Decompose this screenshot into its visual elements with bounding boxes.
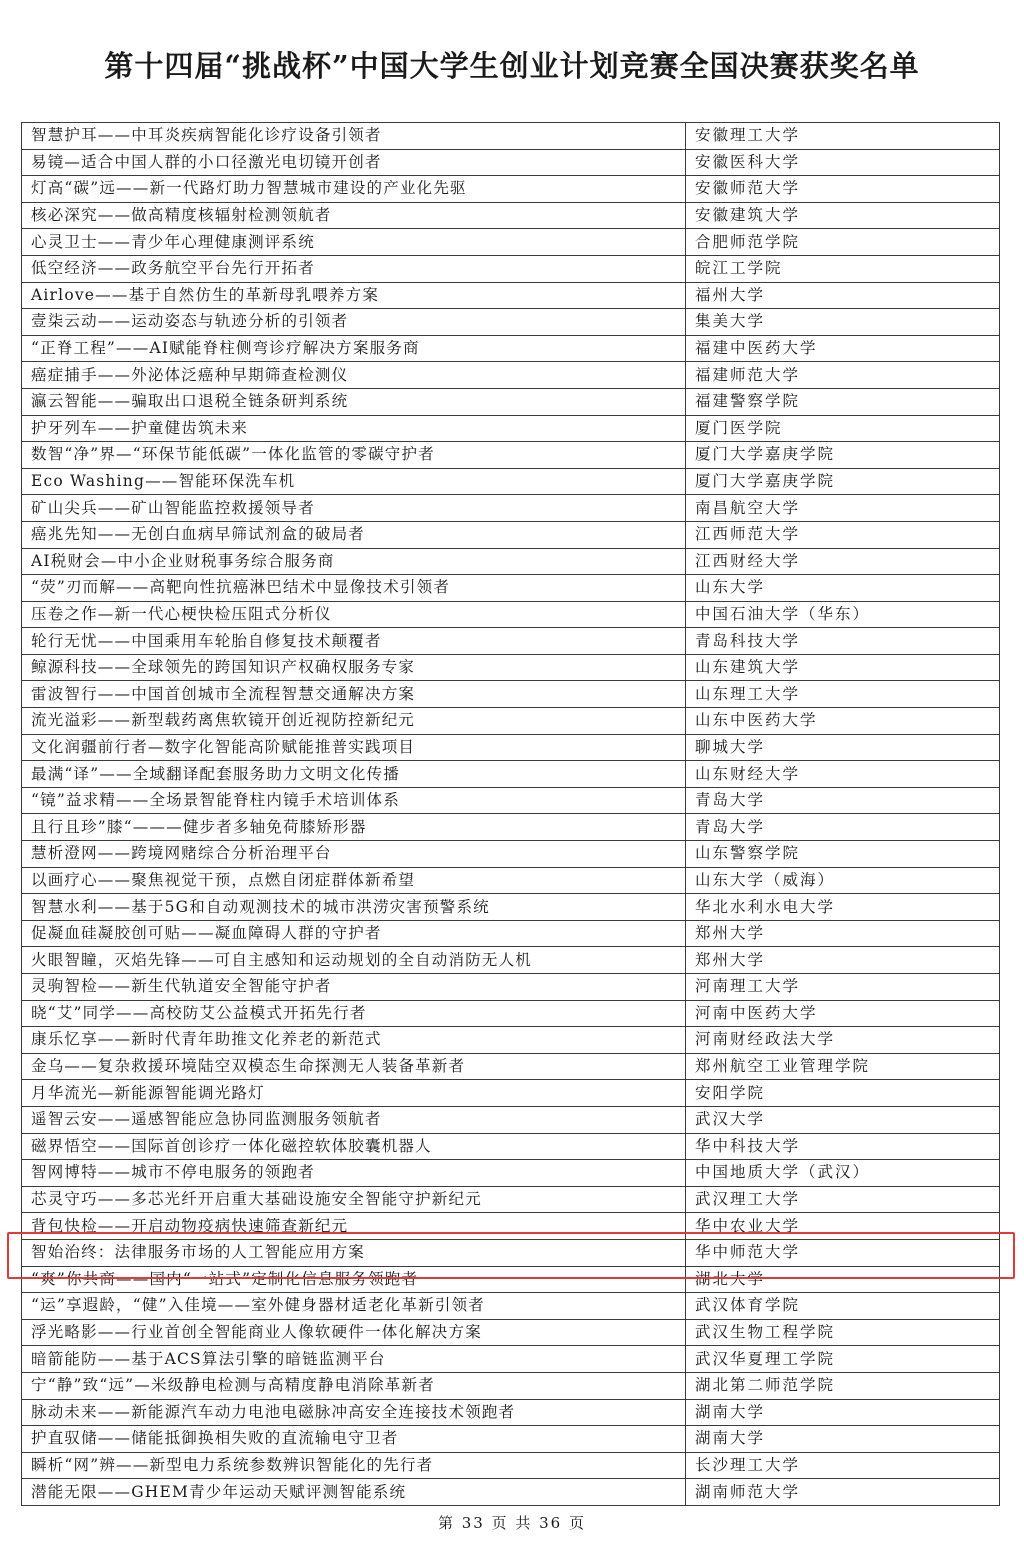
school-name-cell: 青岛科技大学 (686, 628, 1000, 655)
project-name-cell: “镜”益求精——全场景智能脊柱内镜手术培训体系 (22, 787, 686, 814)
table-row (22, 123, 1000, 150)
table-row (22, 1080, 1000, 1107)
project-name-cell: 核必深究——做高精度核辐射检测领航者 (22, 202, 686, 229)
project-name-cell: 低空经济——政务航空平台先行开拓者 (22, 255, 686, 282)
table-row (22, 814, 1000, 841)
school-name-cell: 山东大学（威海） (686, 867, 1000, 894)
table-row (22, 1239, 1000, 1266)
school-name-cell: 华中师范大学 (686, 1239, 1000, 1266)
project-name-cell: 智网博特——城市不停电服务的领跑者 (22, 1160, 686, 1187)
school-name-cell: 湖南大学 (686, 1399, 1000, 1426)
project-name-cell: 护牙列车——护童健齿筑未来 (22, 415, 686, 442)
school-name-cell: 长沙理工大学 (686, 1452, 1000, 1479)
table-row (22, 601, 1000, 628)
table-row (22, 974, 1000, 1001)
table-row (22, 255, 1000, 282)
project-name-cell: 火眼智瞳，灭焰先锋——可自主感知和运动规划的全自动消防无人机 (22, 947, 686, 974)
table-row (22, 282, 1000, 309)
table-row (22, 1106, 1000, 1133)
table-row (22, 362, 1000, 389)
project-name-cell: 数智“净”界—“环保节能低碳”一体化监管的零碳守护者 (22, 442, 686, 469)
project-name-cell: 雷波智行——中国首创城市全流程智慧交通解决方案 (22, 681, 686, 708)
school-name-cell: 湖南大学 (686, 1426, 1000, 1453)
project-name-cell: 矿山尖兵——矿山智能监控救援领导者 (22, 495, 686, 522)
project-name-cell: 芯灵守巧——多芯光纤开启重大基础设施安全智能守护新纪元 (22, 1186, 686, 1213)
table-row (22, 1452, 1000, 1479)
table-row (22, 1293, 1000, 1320)
school-name-cell: 中国石油大学（华东） (686, 601, 1000, 628)
table-row (22, 335, 1000, 362)
table-row (22, 229, 1000, 256)
project-name-cell: 心灵卫士——青少年心理健康测评系统 (22, 229, 686, 256)
school-name-cell: 厦门医学院 (686, 415, 1000, 442)
table-row (22, 894, 1000, 921)
table-row (22, 521, 1000, 548)
project-name-cell: 促凝血硅凝胶创可贴——凝血障碍人群的守护者 (22, 920, 686, 947)
table-row (22, 1319, 1000, 1346)
table-row (22, 681, 1000, 708)
table-row (22, 309, 1000, 336)
table-row (22, 1000, 1000, 1027)
project-name-cell: Eco Washing——智能环保洗车机 (22, 468, 686, 495)
table-row (22, 734, 1000, 761)
school-name-cell: 山东理工大学 (686, 681, 1000, 708)
school-name-cell: 河南财经政法大学 (686, 1027, 1000, 1054)
award-table-body (22, 123, 1000, 1506)
table-row (22, 1372, 1000, 1399)
school-name-cell: 山东中医药大学 (686, 708, 1000, 735)
table-row (22, 1186, 1000, 1213)
table-row (22, 1426, 1000, 1453)
table-row (22, 548, 1000, 575)
school-name-cell: 武汉生物工程学院 (686, 1319, 1000, 1346)
school-name-cell: 合肥师范学院 (686, 229, 1000, 256)
table-row (22, 1027, 1000, 1054)
school-name-cell: 华中农业大学 (686, 1213, 1000, 1240)
table-row (22, 761, 1000, 788)
project-name-cell: 潜能无限——GHEM青少年运动天赋评测智能系统 (22, 1479, 686, 1506)
project-name-cell: 压卷之作—新一代心梗快检压阻式分析仪 (22, 601, 686, 628)
school-name-cell: 南昌航空大学 (686, 495, 1000, 522)
project-name-cell: 易镜—适合中国人群的小口径激光电切镜开创者 (22, 149, 686, 176)
school-name-cell: 河南中医药大学 (686, 1000, 1000, 1027)
school-name-cell: 安徽建筑大学 (686, 202, 1000, 229)
table-row (22, 841, 1000, 868)
school-name-cell: 青岛大学 (686, 787, 1000, 814)
school-name-cell: 华中科技大学 (686, 1133, 1000, 1160)
table-row (22, 1160, 1000, 1187)
school-name-cell: 武汉大学 (686, 1106, 1000, 1133)
table-row (22, 708, 1000, 735)
school-name-cell: 聊城大学 (686, 734, 1000, 761)
page-title: 第十四届“挑战杯”中国大学生创业计划竞赛全国决赛获奖名单 (104, 49, 920, 83)
table-row (22, 1399, 1000, 1426)
project-name-cell: 灯高“碳”远——新一代路灯助力智慧城市建设的产业化先驱 (22, 176, 686, 203)
project-name-cell: 最满“译”——全域翻译配套服务助力文明文化传播 (22, 761, 686, 788)
table-row (22, 920, 1000, 947)
project-name-cell: 护直驭储——储能抵御换相失败的直流输电守卫者 (22, 1426, 686, 1453)
project-name-cell: 暗箭能防——基于ACS算法引擎的暗链监测平台 (22, 1346, 686, 1373)
project-name-cell: 流光溢彩——新型载药离焦软镜开创近视防控新纪元 (22, 708, 686, 735)
school-name-cell: 武汉体育学院 (686, 1293, 1000, 1320)
project-name-cell: “运”享遐龄，“健”入佳境——室外健身器材适老化革新引领者 (22, 1293, 686, 1320)
school-name-cell: 山东财经大学 (686, 761, 1000, 788)
school-name-cell: 山东警察学院 (686, 841, 1000, 868)
project-name-cell: 鲸源科技——全球领先的跨国知识产权确权服务专家 (22, 654, 686, 681)
project-name-cell: “爽”你共商——国内“一站式”定制化信息服务领跑者 (22, 1266, 686, 1293)
school-name-cell: 福建警察学院 (686, 388, 1000, 415)
school-name-cell: 山东建筑大学 (686, 654, 1000, 681)
project-name-cell: 瞬析“网”辨——新型电力系统参数辨识智能化的先行者 (22, 1452, 686, 1479)
table-row (22, 1479, 1000, 1506)
school-name-cell: 中国地质大学（武汉） (686, 1160, 1000, 1187)
table-row (22, 468, 1000, 495)
school-name-cell: 福州大学 (686, 282, 1000, 309)
project-name-cell: 月华流光—新能源智能调光路灯 (22, 1080, 686, 1107)
school-name-cell: 武汉理工大学 (686, 1186, 1000, 1213)
table-row (22, 495, 1000, 522)
school-name-cell: 福建中医药大学 (686, 335, 1000, 362)
project-name-cell: 轮行无忧——中国乘用车轮胎自修复技术颠覆者 (22, 628, 686, 655)
project-name-cell: 灵驹智检——新生代轨道安全智能守护者 (22, 974, 686, 1001)
school-name-cell: 江西师范大学 (686, 521, 1000, 548)
project-name-cell: 癌症捕手——外泌体泛癌种早期筛查检测仪 (22, 362, 686, 389)
school-name-cell: 华北水利水电大学 (686, 894, 1000, 921)
table-row (22, 1053, 1000, 1080)
table-row (22, 388, 1000, 415)
table-row (22, 149, 1000, 176)
project-name-cell: 遥智云安——遥感智能应急协同监测服务领航者 (22, 1106, 686, 1133)
table-row (22, 947, 1000, 974)
project-name-cell: “正脊工程”——AI赋能脊柱侧弯诊疗解决方案服务商 (22, 335, 686, 362)
project-name-cell: 晓“艾”同学——高校防艾公益模式开拓先行者 (22, 1000, 686, 1027)
project-name-cell: 且行且珍”膝“———健步者多轴免荷膝矫形器 (22, 814, 686, 841)
school-name-cell: 江西财经大学 (686, 548, 1000, 575)
table-row (22, 176, 1000, 203)
project-name-cell: 智慧护耳——中耳炎疾病智能化诊疗设备引领者 (22, 123, 686, 150)
project-name-cell: 磁界悟空——国际首创诊疗一体化磁控软体胶囊机器人 (22, 1133, 686, 1160)
school-name-cell: 安徽医科大学 (686, 149, 1000, 176)
school-name-cell: 安徽师范大学 (686, 176, 1000, 203)
project-name-cell: 康乐忆享——新时代青年助推文化养老的新范式 (22, 1027, 686, 1054)
school-name-cell: 集美大学 (686, 309, 1000, 336)
school-name-cell: 山东大学 (686, 575, 1000, 602)
project-name-cell: AI税财会—中小企业财税事务综合服务商 (22, 548, 686, 575)
project-name-cell: 智始治终：法律服务市场的人工智能应用方案 (22, 1239, 686, 1266)
school-name-cell: 武汉华夏理工学院 (686, 1346, 1000, 1373)
table-row (22, 442, 1000, 469)
project-name-cell: 浮光略影——行业首创全智能商业人像软硬件一体化解决方案 (22, 1319, 686, 1346)
table-row (22, 1213, 1000, 1240)
project-name-cell: 癌兆先知——无创白血病早筛试剂盒的破局者 (22, 521, 686, 548)
school-name-cell: 郑州大学 (686, 920, 1000, 947)
table-row (22, 1346, 1000, 1373)
table-row (22, 628, 1000, 655)
school-name-cell: 厦门大学嘉庚学院 (686, 468, 1000, 495)
award-table (21, 122, 1000, 1506)
project-name-cell: 文化润疆前行者—数字化智能高阶赋能推普实践项目 (22, 734, 686, 761)
school-name-cell: 厦门大学嘉庚学院 (686, 442, 1000, 469)
project-name-cell: “荧”刃而解——高靶向性抗癌淋巴结术中显像技术引领者 (22, 575, 686, 602)
project-name-cell: 壹柒云动——运动姿态与轨迹分析的引领者 (22, 309, 686, 336)
page-footer: 第 33 页 共 36 页 (437, 1514, 586, 1532)
table-row (22, 575, 1000, 602)
project-name-cell: 智慧水利——基于5G和自动观测技术的城市洪涝灾害预警系统 (22, 894, 686, 921)
table-row (22, 867, 1000, 894)
project-name-cell: 宁“静”致“远”—米级静电检测与高精度静电消除革新者 (22, 1372, 686, 1399)
project-name-cell: 瀛云智能——骗取出口退税全链条研判系统 (22, 388, 686, 415)
table-row (22, 1266, 1000, 1293)
table-row (22, 654, 1000, 681)
table-row (22, 202, 1000, 229)
table-row (22, 415, 1000, 442)
school-name-cell: 福建师范大学 (686, 362, 1000, 389)
school-name-cell: 郑州大学 (686, 947, 1000, 974)
project-name-cell: 金乌——复杂救援环境陆空双模态生命探测无人装备革新者 (22, 1053, 686, 1080)
school-name-cell: 安阳学院 (686, 1080, 1000, 1107)
school-name-cell: 湖南师范大学 (686, 1479, 1000, 1506)
school-name-cell: 皖江工学院 (686, 255, 1000, 282)
project-name-cell: 以画疗心——聚焦视觉干预，点燃自闭症群体新希望 (22, 867, 686, 894)
project-name-cell: Airlove——基于自然仿生的革新母乳喂养方案 (22, 282, 686, 309)
school-name-cell: 湖北第二师范学院 (686, 1372, 1000, 1399)
table-row (22, 787, 1000, 814)
project-name-cell: 慧析澄网——跨境网赌综合分析治理平台 (22, 841, 686, 868)
table-row (22, 1133, 1000, 1160)
school-name-cell: 郑州航空工业管理学院 (686, 1053, 1000, 1080)
school-name-cell: 安徽理工大学 (686, 123, 1000, 150)
school-name-cell: 湖北大学 (686, 1266, 1000, 1293)
school-name-cell: 青岛大学 (686, 814, 1000, 841)
project-name-cell: 背包快检——开启动物疫病快速筛查新纪元 (22, 1213, 686, 1240)
project-name-cell: 脉动未来——新能源汽车动力电池电磁脉冲高安全连接技术领跑者 (22, 1399, 686, 1426)
school-name-cell: 河南理工大学 (686, 974, 1000, 1001)
